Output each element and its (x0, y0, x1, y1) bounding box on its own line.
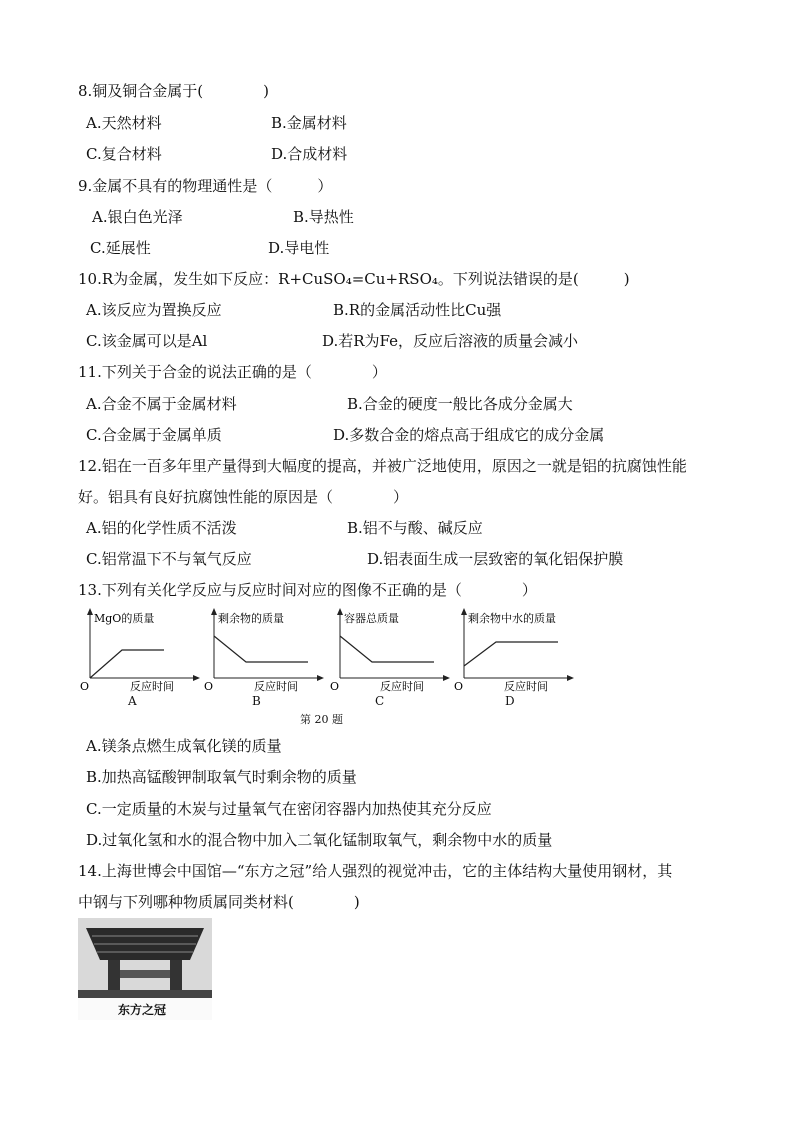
graph-c (330, 608, 450, 698)
q13-option-d: D.过氧化氢和水的混合物中加入二氧化锰制取氧气，剩余物中水的质量 (86, 831, 553, 849)
question-14-stem-line2: 中钢与下列哪种物质属同类材料( ) (78, 893, 360, 911)
q9-option-a: A.银白色光泽 (92, 208, 183, 226)
q12-option-c: C.铝常温下不与氧气反应 (86, 550, 252, 568)
question-14-stem-line1: 14.上海世博会中国馆—“东方之冠”给人强烈的视觉冲击，它的主体结构大量使用钢材，其 (78, 862, 673, 880)
graph-b (204, 608, 324, 698)
q12-option-d: D.铝表面生成一层致密的氧化铝保护膜 (367, 550, 624, 568)
graph-d-xlabel: 反应时间 (504, 680, 548, 693)
q9-option-b: B.导热性 (293, 208, 354, 226)
q11-option-d: D.多数合金的熔点高于组成它的成分金属 (333, 426, 605, 444)
graph-b-origin: O (204, 680, 214, 693)
question-12-stem-line1: 12.铝在一百多年里产量得到大幅度的提高，并被广泛地使用，原因之一就是铝的抗腐蚀性能 (78, 457, 687, 475)
china-pavilion-photo (78, 918, 212, 1020)
graph-d (454, 608, 574, 698)
graph-b-letter: B (252, 694, 261, 708)
q8-option-a: A.天然材料 (86, 114, 162, 132)
q10-option-c: C.该金属可以是Al (86, 332, 208, 350)
question-10-stem: 10.R为金属，发生如下反应：R+CuSO₄=Cu+RSO₄。下列说法错误的是( ) (78, 270, 630, 288)
photo-caption: 东方之冠 (118, 1003, 167, 1017)
q10-option-a: A.该反应为置换反应 (86, 301, 222, 319)
q13-option-c: C.一定质量的木炭与过量氧气在密闭容器内加热使其充分反应 (86, 800, 492, 818)
graph-c-ylabel: 容器总质量 (344, 612, 399, 625)
graph-a (80, 608, 200, 698)
question-9-stem: 9.金属不具有的物理通性是（ ） (78, 177, 333, 195)
q8-option-c: C.复合材料 (86, 145, 162, 163)
q8-option-d: D.合成材料 (271, 145, 348, 163)
q13-option-b: B.加热高锰酸钾制取氧气时剩余物的质量 (86, 768, 357, 786)
q12-option-a: A.铝的化学性质不活泼 (86, 519, 237, 537)
q12-option-b: B.铝不与酸、碱反应 (347, 519, 483, 537)
graph-a-letter: A (128, 694, 137, 708)
figure-caption: 第 20 题 (300, 713, 343, 726)
graph-a-xlabel: 反应时间 (130, 680, 174, 693)
graph-d-origin: O (454, 680, 464, 693)
question-13-stem: 13.下列有关化学反应与反应时间对应的图像不正确的是（ ） (78, 581, 537, 599)
graph-a-ylabel: MgO的质量 (94, 612, 155, 625)
graph-b-xlabel: 反应时间 (254, 680, 298, 693)
q10-option-d: D.若R为Fe，反应后溶液的质量会减小 (322, 332, 579, 350)
graph-c-letter: C (375, 694, 385, 708)
q11-option-a: A.合金不属于金属材料 (86, 395, 237, 413)
graph-d-ylabel: 剩余物中水的质量 (468, 612, 556, 625)
question-12-stem-line2: 好。铝具有良好抗腐蚀性能的原因是（ ） (78, 488, 409, 506)
q9-option-c: C.延展性 (90, 239, 151, 257)
q10-option-b: B.R的金属活动性比Cu强 (333, 301, 502, 319)
question-11-stem: 11.下列关于合金的说法正确的是（ ） (78, 363, 387, 381)
q9-option-d: D.导电性 (268, 239, 330, 257)
q8-option-b: B.金属材料 (271, 114, 347, 132)
graph-a-origin: O (80, 680, 90, 693)
q13-option-a: A.镁条点燃生成氧化镁的质量 (86, 737, 282, 755)
graph-c-xlabel: 反应时间 (380, 680, 424, 693)
graph-c-origin: O (330, 680, 340, 693)
graph-d-letter: D (505, 694, 515, 708)
q11-option-b: B.合金的硬度一般比各成分金属大 (347, 395, 573, 413)
q11-option-c: C.合金属于金属单质 (86, 426, 222, 444)
question-8-stem: 8.铜及铜合金属于( ) (78, 82, 270, 100)
graph-b-ylabel: 剩余物的质量 (218, 612, 284, 625)
